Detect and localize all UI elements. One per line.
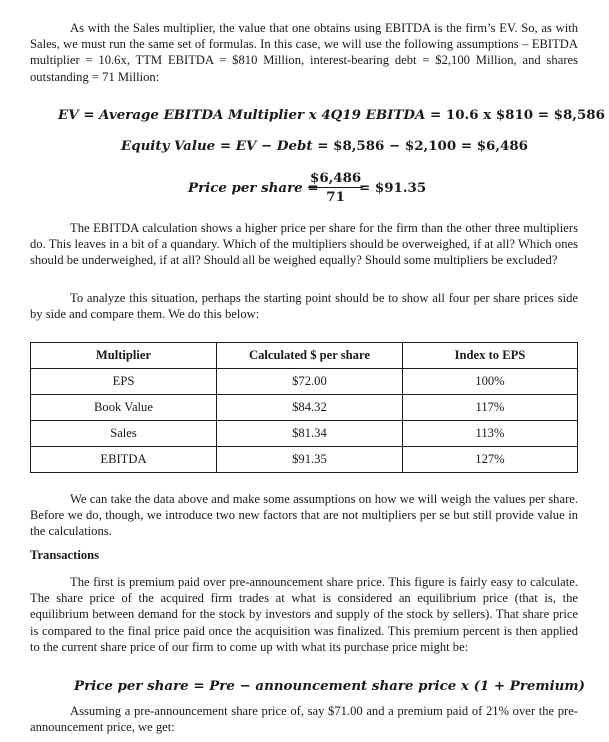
cell-index: 113%: [402, 421, 577, 447]
multiplier-table: [30, 342, 578, 473]
cell-index: 100%: [402, 369, 577, 395]
section-heading-transactions: Transactions: [30, 548, 100, 562]
fraction-denominator: 71: [326, 189, 345, 205]
header-index-to-eps: Index to EPS: [402, 343, 577, 369]
assumptions-paragraph: We can take the data above and make some assumptions on how we will weigh the values per share. Before we do, though, we introduce two new factors that are not multipliers per se but still provide value in the calculations.: [30, 492, 578, 539]
cell-price: $84.32: [216, 395, 402, 421]
table-row: [31, 421, 578, 447]
cell-multiplier: EBITDA: [31, 447, 217, 473]
header-calculated-price: Calculated $ per share: [216, 343, 402, 369]
price-per-share-fraction: [308, 170, 363, 205]
cell-price: $72.00: [216, 369, 402, 395]
header-multiplier: Multiplier: [31, 343, 217, 369]
intro-paragraph: As with the Sales multiplier, the value that one obtains using EBITDA is the firm’s EV. So, as with Sales, we must run the same set of formulas. In this case, we will use the following assumptions – EBITDA multiplier = 10.6x, TTM EBITDA = $810 Million, interest-bearing debt = $2,100 Million, and shares outstanding = 71 Million:: [30, 21, 578, 84]
assuming-paragraph: Assuming a pre-announcement share price of, say $71.00 and a premium paid of 21% over the pre-announcement price, we get:: [30, 704, 578, 735]
table-row: [31, 369, 578, 395]
cell-index: 117%: [402, 395, 577, 421]
cell-price: $91.35: [216, 447, 402, 473]
price-per-share-label: Price per share =: [188, 180, 319, 196]
table-row: [31, 447, 578, 473]
cell-index: 127%: [402, 447, 577, 473]
price-per-share-result: = $91.35: [359, 180, 427, 196]
ev-equation: EV = Average EBITDA Multiplier x 4Q19 EBITDA = 10.6 x $810 = $8,586: [58, 107, 605, 123]
fraction-numerator: $6,486: [310, 170, 362, 186]
cell-multiplier: Sales: [31, 421, 217, 447]
table-header-row: [31, 343, 578, 369]
higher-price-paragraph: The EBITDA calculation shows a higher price per share for the firm than the other three multipliers do. This leaves in a bit of a quandary. Which of the multipliers should be overweighed, if at all? Which ones should be underweighed, if at all? Should all be weighed equally? Should some multipliers be excluded?: [30, 221, 578, 268]
cell-multiplier: Book Value: [31, 395, 217, 421]
equity-value-equation: Equity Value = EV − Debt = $8,586 − $2,100 = $6,486: [121, 138, 528, 154]
cell-price: $81.34: [216, 421, 402, 447]
premium-equation: Price per share = Pre − announcement share price x (1 + Premium): [74, 678, 585, 694]
analyze-paragraph: To analyze this situation, perhaps the starting point should be to show all four per share prices side by side and compare them. We do this below:: [30, 291, 578, 322]
cell-multiplier: EPS: [31, 369, 217, 395]
table-row: [31, 395, 578, 421]
premium-paragraph: The first is premium paid over pre-announcement share price. This figure is fairly easy to calculate. The share price of the acquired firm trades at what is considered an equilibrium price (that is, the equilibrium between demand for the stock by investors and supply of the stock by sellers). That share price is compared to the final price paid once the acquisition was finalized. This premium percent is then applied to the current share price of our firm to come up with what its purchase price might be:: [30, 575, 578, 654]
